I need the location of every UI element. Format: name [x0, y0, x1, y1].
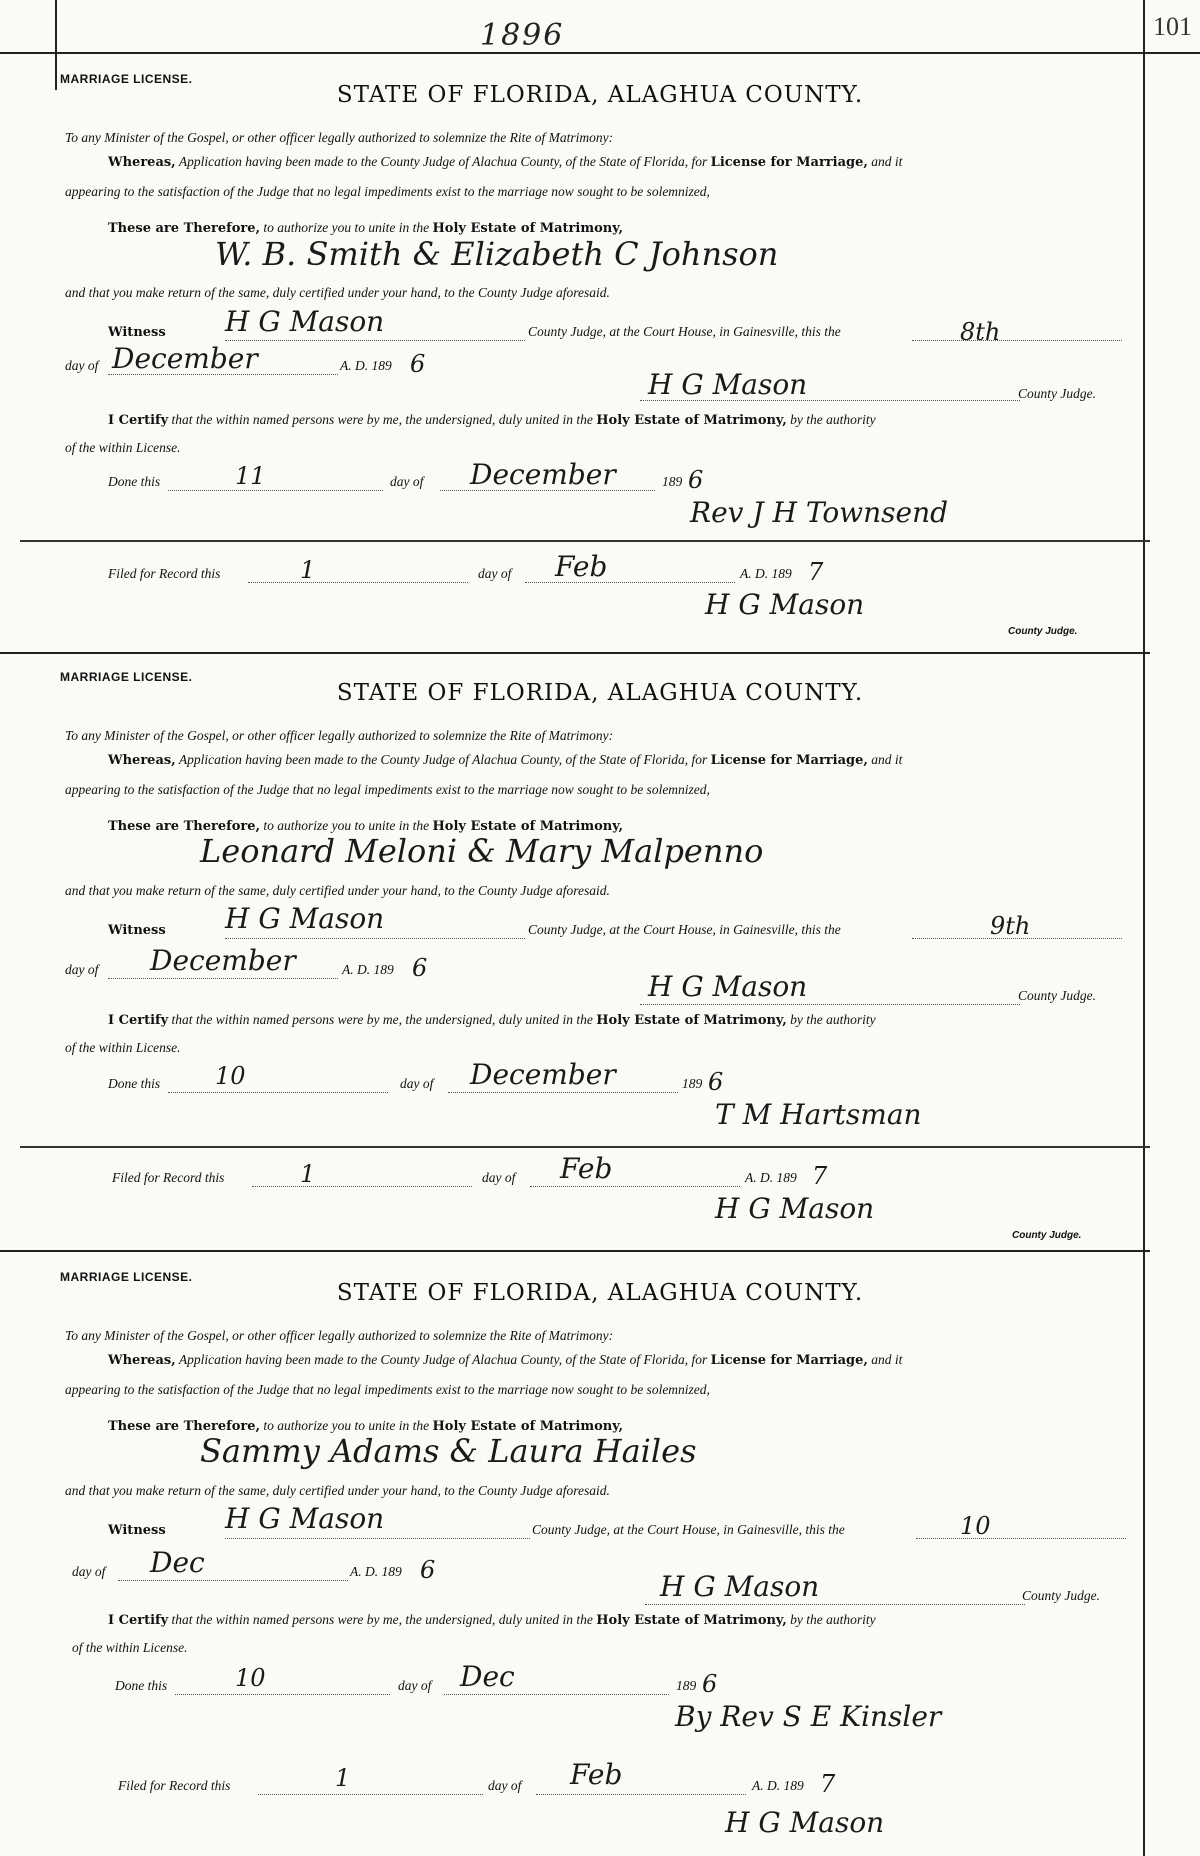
filed-month: Feb [570, 1758, 623, 1791]
filed-year-digit: 7 [808, 558, 824, 586]
appearing-line: appearing to the satisfaction of the Judge that no legal impediments exist to the marriage now sought to be solemnized, [65, 782, 710, 797]
issue-month: December [150, 944, 296, 977]
witness-label: Witness [108, 1523, 166, 1538]
record-divider [20, 540, 1150, 542]
done-year-digit: 6 [708, 1068, 724, 1096]
fill-line [108, 374, 338, 375]
fill-line [640, 1004, 1020, 1005]
to-any-minister: To any Minister of the Gospel, or other officer legally authorized to solemnize the Rite of Matrimony: [65, 1328, 614, 1343]
issue-year-digit: 6 [410, 350, 426, 378]
witness-signature: H G Mason [225, 1502, 385, 1535]
record-divider [20, 1146, 1150, 1148]
record-heading: STATE OF FLORIDA, ALAGHUA COUNTY. [336, 680, 864, 706]
done-this-label: Done this [108, 1076, 161, 1091]
done-month: December [470, 458, 616, 491]
day-of-label: day of [65, 962, 99, 977]
officiant-signature: Rev J H Townsend [690, 496, 949, 529]
within-license: of the within License. [65, 1040, 181, 1055]
fill-line [248, 582, 468, 583]
filed-label: Filed for Record this [108, 566, 221, 581]
certify-line: I Certify that the within named persons were by me, the undersigned, duly united in the Holy Estate of Matrimony, by the authority [108, 412, 876, 428]
page-number: 101 [1153, 12, 1192, 41]
year-189: 189 [676, 1678, 697, 1693]
done-year-digit: 6 [702, 1670, 718, 1698]
filed-year-digit: 7 [820, 1770, 836, 1798]
issue-year-digit: 6 [412, 954, 428, 982]
to-any-minister: To any Minister of the Gospel, or other officer legally authorized to solemnize the Rite of Matrimony: [65, 728, 614, 743]
whereas-line: Whereas, Application having been made to the County Judge of Alachua County, of the State of Florida, for License for Marriage, and it [108, 154, 903, 170]
filed-label: Filed for Record this [112, 1170, 225, 1185]
ad-label: A. D. 189 [340, 358, 392, 373]
day-of-label: day of [398, 1678, 432, 1693]
return-line: and that you make return of the same, duly certified under your hand, to the County Judge aforesaid. [65, 285, 610, 300]
whereas-line: Whereas, Application having been made to the County Judge of Alachua County, of the State of Florida, for License for Marriage, and it [108, 752, 903, 768]
done-this-label: Done this [115, 1678, 168, 1693]
record-label: MARRIAGE LICENSE. [60, 1270, 193, 1284]
fill-line [912, 340, 1122, 341]
fill-line [225, 1538, 530, 1539]
issue-day: 8th [960, 318, 1001, 346]
filed-day: 1 [300, 1160, 316, 1188]
ad-label: A. D. 189 [740, 566, 792, 581]
return-line: and that you make return of the same, duly certified under your hand, to the County Judge aforesaid. [65, 883, 610, 898]
within-license: of the within License. [65, 440, 181, 455]
filed-year-digit: 7 [812, 1162, 828, 1190]
fill-line [440, 490, 655, 491]
witness-label: Witness [108, 325, 166, 340]
fill-line [530, 1186, 740, 1187]
record-label: MARRIAGE LICENSE. [60, 72, 193, 86]
filed-month: Feb [560, 1152, 613, 1185]
fill-line [448, 1092, 678, 1093]
couple-names: Leonard Meloni & Mary Malpenno [200, 832, 764, 870]
filed-day: 1 [335, 1764, 351, 1792]
fill-line [912, 938, 1122, 939]
fill-line [175, 1694, 390, 1695]
county-judge-at: County Judge, at the Court House, in Gainesville, this the [528, 324, 841, 339]
ad-label: A. D. 189 [350, 1564, 402, 1579]
couple-names: Sammy Adams & Laura Hailes [200, 1432, 697, 1470]
witness-signature: H G Mason [225, 305, 385, 338]
fill-line [168, 490, 383, 491]
day-of-label: day of [72, 1564, 106, 1579]
county-judge-label: County Judge. [1022, 1588, 1100, 1603]
record-heading: STATE OF FLORIDA, ALAGHUA COUNTY. [336, 82, 864, 108]
register-year: 1896 [480, 18, 565, 53]
day-of-label: day of [478, 566, 512, 581]
county-judge-small: County Judge. [1012, 1230, 1082, 1241]
filed-month: Feb [555, 550, 608, 583]
done-year-digit: 6 [688, 466, 704, 494]
done-month: Dec [460, 1660, 515, 1693]
judge-signature: H G Mason [648, 970, 808, 1003]
done-day: 11 [235, 462, 266, 490]
fill-line [444, 1694, 669, 1695]
county-judge-at: County Judge, at the Court House, in Gainesville, this the [532, 1522, 845, 1537]
county-judge-small: County Judge. [1008, 626, 1078, 637]
day-of-label: day of [390, 474, 424, 489]
done-this-label: Done this [108, 474, 161, 489]
fill-line [258, 1794, 483, 1795]
fill-line [640, 400, 1020, 401]
fill-line [225, 340, 525, 341]
whereas-line: Whereas, Application having been made to the County Judge of Alachua County, of the State of Florida, for License for Marriage, and it [108, 1352, 903, 1368]
these-therefore-line: These are Therefore, to authorize you to unite in the Holy Estate of Matrimony, [108, 220, 624, 236]
day-of-label: day of [65, 358, 99, 373]
fill-line [252, 1186, 472, 1187]
filed-signature: H G Mason [715, 1192, 875, 1225]
filed-signature: H G Mason [705, 588, 865, 621]
issue-month: Dec [150, 1546, 205, 1579]
top-rule [0, 52, 1200, 54]
fill-line [916, 1538, 1126, 1539]
day-of-label: day of [488, 1778, 522, 1793]
record-heading: STATE OF FLORIDA, ALAGHUA COUNTY. [336, 1280, 864, 1306]
ad-label: A. D. 189 [342, 962, 394, 977]
fill-line [225, 938, 525, 939]
left-margin-rule [55, 0, 57, 90]
return-line: and that you make return of the same, duly certified under your hand, to the County Judge aforesaid. [65, 1483, 610, 1498]
fill-line [108, 978, 338, 979]
appearing-line: appearing to the satisfaction of the Judge that no legal impediments exist to the marriage now sought to be solemnized, [65, 184, 710, 199]
record-label: MARRIAGE LICENSE. [60, 670, 193, 684]
issue-day: 10 [960, 1512, 991, 1540]
day-of-label: day of [482, 1170, 516, 1185]
appearing-line: appearing to the satisfaction of the Judge that no legal impediments exist to the marriage now sought to be solemnized, [65, 1382, 710, 1397]
issue-day: 9th [990, 912, 1031, 940]
certify-line: I Certify that the within named persons were by me, the undersigned, duly united in the Holy Estate of Matrimony, by the authority [108, 1012, 876, 1028]
within-license: of the within License. [72, 1640, 188, 1655]
couple-names: W. B. Smith & Elizabeth C Johnson [215, 235, 779, 273]
fill-line [118, 1580, 348, 1581]
county-judge-label: County Judge. [1018, 386, 1096, 401]
county-judge-at: County Judge, at the Court House, in Gainesville, this the [528, 922, 841, 937]
issue-year-digit: 6 [420, 1556, 436, 1584]
done-month: December [470, 1058, 616, 1091]
issue-month: December [112, 342, 258, 375]
fill-line [525, 582, 735, 583]
fill-line [536, 1794, 746, 1795]
done-day: 10 [235, 1664, 266, 1692]
witness-signature: H G Mason [225, 902, 385, 935]
judge-signature: H G Mason [648, 368, 808, 401]
fill-line [168, 1092, 388, 1093]
county-judge-label: County Judge. [1018, 988, 1096, 1003]
section-rule [0, 652, 1150, 654]
filed-day: 1 [300, 556, 316, 584]
filed-signature: H G Mason [725, 1806, 885, 1839]
day-of-label: day of [400, 1076, 434, 1091]
done-day: 10 [215, 1062, 246, 1090]
year-189: 189 [682, 1076, 703, 1091]
section-rule [0, 1250, 1150, 1252]
ad-label: A. D. 189 [745, 1170, 797, 1185]
to-any-minister: To any Minister of the Gospel, or other officer legally authorized to solemnize the Rite of Matrimony: [65, 130, 614, 145]
right-margin-rule [1143, 0, 1145, 1856]
filed-label: Filed for Record this [118, 1778, 231, 1793]
officiant-signature: By Rev S E Kinsler [675, 1700, 942, 1733]
fill-line [645, 1604, 1025, 1605]
judge-signature: H G Mason [660, 1570, 820, 1603]
these-therefore-line: These are Therefore, to authorize you to unite in the Holy Estate of Matrimony, [108, 1418, 624, 1434]
ad-label: A. D. 189 [752, 1778, 804, 1793]
year-189: 189 [662, 474, 683, 489]
certify-line: I Certify that the within named persons were by me, the undersigned, duly united in the Holy Estate of Matrimony, by the authority [108, 1612, 876, 1628]
officiant-signature: T M Hartsman [715, 1098, 922, 1131]
witness-label: Witness [108, 923, 166, 938]
these-therefore-line: These are Therefore, to authorize you to unite in the Holy Estate of Matrimony, [108, 818, 624, 834]
